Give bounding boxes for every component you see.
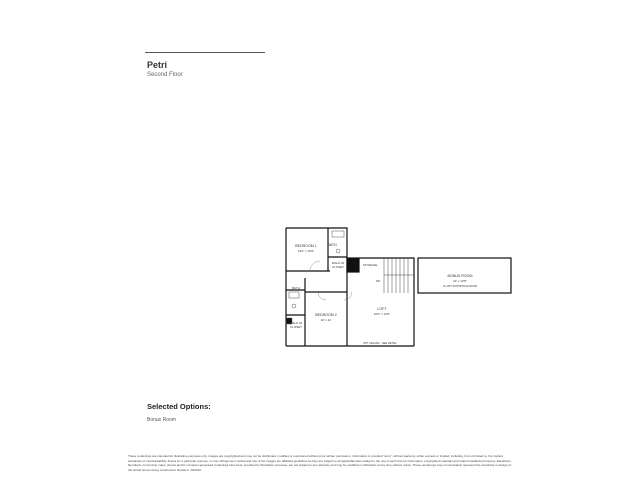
note-bottom: OPT CEILING - SEE DETAIL xyxy=(363,342,397,345)
dims-bedroom1: 13'0" x 16'0" xyxy=(297,249,315,253)
dims-bonus: 22' x 12'8" xyxy=(453,279,467,283)
plan-title: Petri xyxy=(147,60,168,70)
label-bonus: BONUS ROOM xyxy=(447,274,473,278)
storage-shaft xyxy=(347,258,359,272)
label-bedroom1: BEDROOM 1 xyxy=(295,244,317,248)
label-walkin1-closet: CLOSET xyxy=(331,265,345,269)
label-storage: STORAGE xyxy=(362,263,378,267)
label-walkin1: WALK-IN xyxy=(331,261,345,265)
stairs xyxy=(384,258,414,293)
disclaimer-text: These renderings are intended for illustrative purposes only. Images are copyrighted and may not be distributed, modified or reproduced without prior written permission. Information is provided "as is", without warranty, either express or implied, including, but not limited to, the implied warranties of merchantability, fitness for a particular purpose, or non-infringement. Actual and use of the images are affiliated guidelines as they are subject to all applicable laws related to the use of each home's information, copyrighted materials and related intellectual property. Elevations, floorplans, community maps, photos and/or computer-generated renderings have been provided for illustrative purposes, are not subject to any warranty and may be modified or withdrawn at any time without notice. These renderings may not accurately represent the sensitivity or design of the actual homes being constructed. Revision: 10/2022 xyxy=(128,454,512,472)
selected-options-title: Selected Options: xyxy=(147,402,211,411)
toilet-fixture xyxy=(336,249,340,253)
dims-loft: 16'0" x 12'0" xyxy=(373,312,391,316)
label-bath2: BATH xyxy=(292,286,300,290)
label-loft: LOFT xyxy=(377,307,387,311)
plan-subtitle: Second Floor xyxy=(147,72,183,78)
selected-option-item: Bonus Room xyxy=(147,417,176,423)
dims-bedroom2: 10' x 11' xyxy=(320,318,332,322)
bathtub-fixture xyxy=(332,231,344,237)
toilet2-fixture xyxy=(292,304,296,308)
sink-fixture xyxy=(289,292,299,298)
note-bonus: & LOFT WITH BONUS ROOM xyxy=(443,285,477,288)
label-bedroom2: BEDROOM 2 xyxy=(315,313,337,317)
label-bath-main: BATH xyxy=(327,243,337,247)
label-walkin2-closet: CLOSET xyxy=(289,325,303,329)
label-down: DN xyxy=(375,279,381,283)
label-walkin2: WALK-IN xyxy=(289,321,303,325)
